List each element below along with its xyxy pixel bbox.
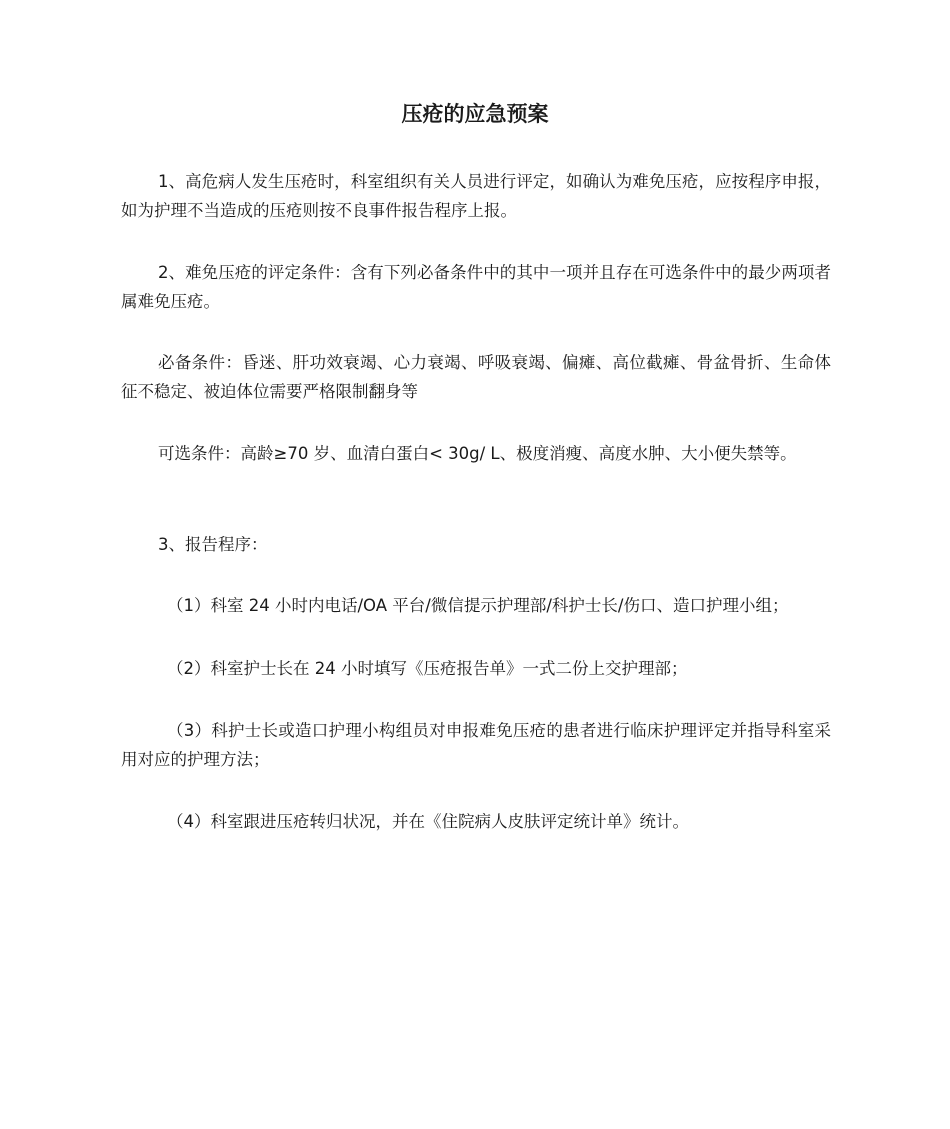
paragraph-procedure-step-4: （4）科室跟进压疮转归状况，并在《住院病人皮肤评定统计单》统计。	[167, 812, 689, 831]
paragraph-procedure-step-2: （2）科室护士长在 24 小时填写《压疮报告单》一式二份上交护理部；	[167, 659, 688, 678]
paragraph-optional-conditions: 可选条件：高龄≥70 岁、血清白蛋白< 30g/ L、极度消瘦、高度水肿、大小便失禁等。	[158, 444, 797, 463]
paragraph-high-risk-report: 1、高危病人发生压疮时，科室组织有关人员进行评定，如确认为难免压疮，应按程序申报，如为护理不当造成的压疮则按不良事件报告程序上报。	[121, 172, 831, 220]
paragraph-required-conditions: 必备条件：昏迷、肝功效衰竭、心力衰竭、呼吸衰竭、偏瘫、高位截瘫、骨盆骨折、生命体征不稳定、被迫体位需要严格限制翻身等	[121, 353, 831, 401]
paragraph-procedure-step-1: （1）科室 24 小时内电话/OA 平台/微信提示护理部/科护士长/伤口、造口护理小组；	[167, 596, 789, 615]
paragraph-procedure-step-3: （3）科护士长或造口护理小构组员对申报难免压疮的患者进行临床护理评定并指导科室采用对应的护理方法；	[121, 721, 831, 769]
paragraph-report-procedure-heading: 3、报告程序：	[158, 535, 268, 554]
paragraph-assessment-conditions: 2、难免压疮的评定条件：含有下列必备条件中的其中一项并且存在可选条件中的最少两项者属难免压疮。	[121, 263, 831, 311]
document-title: 压疮的应急预案	[401, 102, 549, 126]
